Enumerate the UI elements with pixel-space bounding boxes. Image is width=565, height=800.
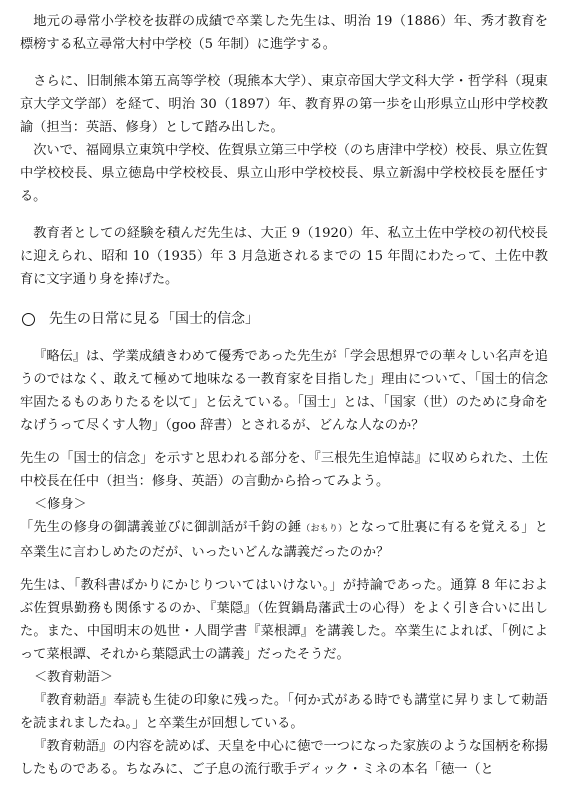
quote-text-end: となって肚裏に有るを覚える」と卒業生に言わしめたのだが、いったいどんな講義だったのか？	[20, 520, 548, 560]
paragraph-career-start: さらに、旧制熊本第五高等学校（現熊本大学）、東京帝国大学文科大学・哲学科（現東京大学文学部）を経て、明治 30（1897）年、教育界の第一歩を山形県立山形中学校教諭（担当：英語、修身）として踏み出した。	[20, 74, 548, 135]
paragraph-chokugo-content: 『教育勅語』の内容を読めば、天皇を中心に徳で一つになった家族のような国柄を称揚したものである。ちなみに、ご子息の流行歌手ディック・ミネの本名「徳一（と	[20, 739, 548, 777]
subheading-shushin: ＜修身＞	[34, 497, 87, 512]
paragraph-shushin-quote	[20, 516, 548, 564]
section-heading	[20, 307, 548, 331]
circle-bullet-icon	[22, 313, 35, 326]
section-title: 先生の日常に見る「国士的信念」	[49, 311, 259, 327]
paragraph-kyokasho: 先生は、「教科書ばかりにかじりついてはいけない。」が持論であった。通算 8 年におよぶ佐賀県勤務も関係するのか、『葉隠』（佐賀鍋島藩武士の心得）をよく引き合いに出した。また、中国明末の処世・人間学書『菜根譚』を講義した。卒業生によれば、「例によって菜根譚、それから葉隠武士の講義」だったそうだ。	[20, 578, 548, 662]
paragraph-career-positions: 次いで、福岡県立東筑中学校、佐賀県立第三中学校（のち唐津中学校）校長、県立佐賀中学校校長、県立徳島中学校校長、県立山形中学校校長、県立新潟中学校校長を歴任する。	[20, 143, 548, 204]
paragraph-tosa-principal: 教育者としての経験を積んだ先生は、大正 9（1920）年、私立土佐中学校の初代校長に迎えられ、昭和 10（1935）年 3 月急逝されるまでの 15 年間にわたって、土佐中教育に文字通り身を捧げた。	[20, 226, 548, 287]
quote-text-start: 「先生の修身の御講義並びに御訓話が千鈞の錘	[20, 520, 302, 535]
paragraph-tsuitoshi: 先生の「国士的信念」を示すと思われる部分を、『三根先生追悼誌』に収められた、土佐中校長在任中（担当：修身、英語）の言動から拾ってみよう。	[20, 451, 548, 489]
subheading-chokugo: ＜教育勅語＞	[34, 670, 114, 685]
document-page	[20, 10, 548, 781]
ruby-reading: （おもり）	[301, 524, 348, 534]
paragraph-ryakuden: 『略伝』は、学業成績きわめて優秀であった先生が「学会思想界での華々しい名声を追うのではなく、敢えて極めて地味なる一教育家を目指した」理由について、「国士的信念牢固たるものありたるを以て」と伝えている。「国士」とは、「国家（世）のために身命をなげうって尽くす人物」（goo 辞書）とされるが、どんな人なのか？	[20, 349, 548, 433]
paragraph-education-early: 地元の尋常小学校を抜群の成績で卒業した先生は、明治 19（1886）年、秀才教育を標榜する私立尋常大村中学校（5 年制）に進学する。	[20, 14, 548, 52]
paragraph-chokugo-hodoku: 『教育勅語』奉読も生徒の印象に残った。「何か式がある時でも講堂に昇りまして勅語を読まれましたね。」と卒業生が回想している。	[20, 693, 548, 731]
